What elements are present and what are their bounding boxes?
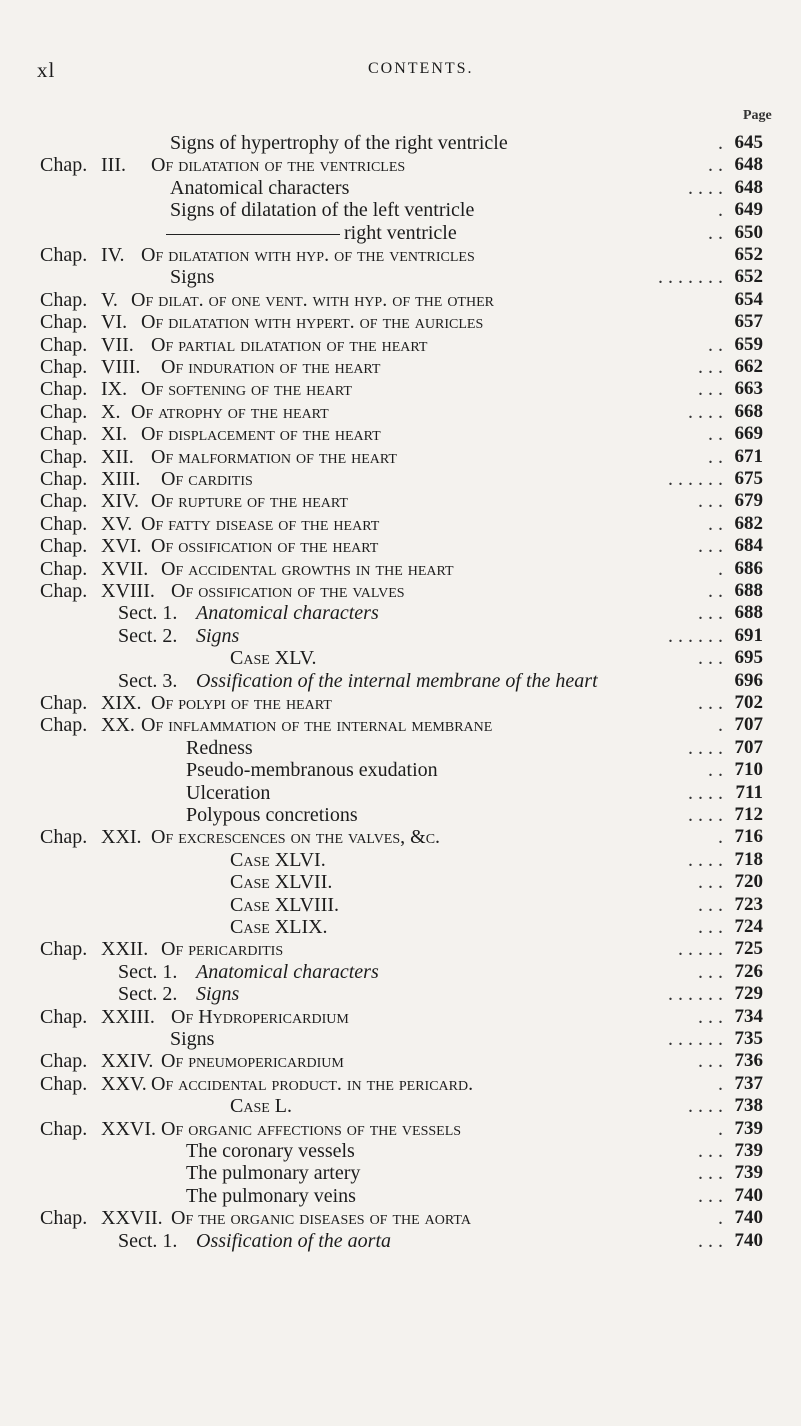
page-ref: 663: [734, 378, 763, 399]
chapter-label: Chap.: [40, 692, 88, 714]
page-ref: 691: [734, 625, 763, 646]
page-ref: 711: [735, 782, 763, 803]
page-ref: 671: [734, 446, 763, 467]
entry-title: Of dilatation with hyp. of the ventricles: [141, 244, 475, 266]
page-ref: 723: [734, 894, 763, 915]
page-ref: 734: [734, 1006, 763, 1027]
entry-title: Signs: [170, 266, 215, 288]
page-ref: 726: [734, 961, 763, 982]
entry-title: Ulceration: [186, 782, 271, 804]
toc-entry: [0, 445, 801, 469]
chapter-label: Chap.: [40, 1118, 88, 1140]
leader-dots: . .: [708, 334, 723, 356]
toc-entry: [0, 781, 801, 805]
entry-title: Of softening of the heart: [141, 378, 352, 400]
page-ref: 729: [734, 983, 763, 1004]
chapter-label: Chap.: [40, 378, 88, 400]
leader-dots: . . .: [698, 916, 723, 938]
chapter-label: Chap.: [40, 1073, 88, 1095]
page-ref: 737: [734, 1073, 763, 1094]
running-title: CONTENTS.: [368, 60, 474, 77]
ditto-rule: [166, 234, 340, 235]
page-ref: 688: [734, 580, 763, 601]
toc-entry: [0, 937, 801, 961]
page-ref: 669: [734, 423, 763, 444]
entry-number: XXII.: [101, 938, 149, 960]
entry-title: Case XLVI.: [230, 849, 326, 871]
chapter-label: Chap.: [40, 1207, 88, 1229]
page-ref: 648: [734, 177, 763, 198]
leader-dots: . .: [708, 759, 723, 781]
entry-number: Sect. 1.: [118, 961, 178, 983]
entry-title: Ossification of the aorta: [196, 1230, 391, 1252]
leader-dots: . . . . . .: [668, 468, 723, 490]
toc-entry: [0, 467, 801, 491]
leader-dots: . . .: [698, 1230, 723, 1252]
entry-number: Sect. 1.: [118, 1230, 178, 1252]
toc-entry: [0, 870, 801, 894]
entry-title: Of displacement of the heart: [141, 423, 381, 445]
toc-entry: [0, 1184, 801, 1208]
entry-number: VI.: [101, 311, 128, 333]
toc-entry: [0, 512, 801, 536]
page-ref: 720: [734, 871, 763, 892]
toc-entry: [0, 982, 801, 1006]
leader-dots: .: [718, 1118, 723, 1140]
toc-entry: [0, 579, 801, 603]
chapter-label: Chap.: [40, 289, 88, 311]
chapter-label: Chap.: [40, 1006, 88, 1028]
chapter-label: Chap.: [40, 244, 88, 266]
entry-title: Case L.: [230, 1095, 293, 1117]
toc-entry: [0, 153, 801, 177]
entry-title: Signs: [170, 1028, 215, 1050]
entry-title: Of polypi of the heart: [151, 692, 332, 714]
toc-entry: [0, 333, 801, 357]
page-number: xl: [37, 58, 56, 82]
page-ref: 735: [734, 1028, 763, 1049]
page-ref: 739: [734, 1140, 763, 1161]
entry-number: XIX.: [101, 692, 142, 714]
entry-title: Anatomical characters: [170, 177, 350, 199]
entry-title: Polypous concretions: [186, 804, 358, 826]
entry-number: XII.: [101, 446, 134, 468]
page-ref: 657: [734, 311, 763, 332]
chapter-label: Chap.: [40, 580, 88, 602]
chapter-label: Chap.: [40, 334, 88, 356]
toc-entry: [0, 534, 801, 558]
entry-title: Of dilat. of one vent. with hyp. of the other: [131, 289, 494, 311]
entry-number: X.: [101, 401, 121, 423]
leader-dots: . .: [708, 580, 723, 602]
toc-entry: [0, 825, 801, 849]
entry-number: IV.: [101, 244, 125, 266]
page-ref: 739: [734, 1118, 763, 1139]
toc-entry: [0, 803, 801, 827]
leader-dots: . . .: [698, 1140, 723, 1162]
page-ref: 725: [734, 938, 763, 959]
entry-number: XXVII.: [101, 1207, 163, 1229]
page-ref: 696: [734, 670, 763, 691]
toc-entry: [0, 422, 801, 446]
toc-entry: [0, 915, 801, 939]
leader-dots: . .: [708, 222, 723, 244]
entry-title: Of the organic diseases of the aorta: [171, 1207, 471, 1229]
chapter-label: Chap.: [40, 490, 88, 512]
leader-dots: . . . . . . .: [658, 266, 723, 288]
entry-title: Signs of hypertrophy of the right ventricle: [170, 132, 508, 154]
leader-dots: . . . .: [688, 804, 723, 826]
toc-entry: [0, 624, 801, 648]
chapter-label: Chap.: [40, 311, 88, 333]
leader-dots: . . . .: [688, 1095, 723, 1117]
entry-title: Of excrescences on the valves, &c.: [151, 826, 441, 848]
leader-dots: .: [718, 558, 723, 580]
leader-dots: . . .: [698, 378, 723, 400]
leader-dots: . .: [708, 446, 723, 468]
page-ref: 675: [734, 468, 763, 489]
toc-entry: [0, 1139, 801, 1163]
leader-dots: .: [718, 199, 723, 221]
leader-dots: . . .: [698, 1185, 723, 1207]
entry-title: Case XLVIII.: [230, 894, 340, 916]
leader-dots: . . .: [698, 961, 723, 983]
chapter-label: Chap.: [40, 714, 88, 736]
entry-title: Case XLVII.: [230, 871, 333, 893]
page-ref: 740: [734, 1207, 763, 1228]
page-ref: 679: [734, 490, 763, 511]
toc-entry: [0, 288, 801, 312]
toc-entry: [0, 221, 801, 245]
entry-title: Of dilatation of the ventricles: [151, 154, 406, 176]
page-ref: 738: [734, 1095, 763, 1116]
page-ref: 736: [734, 1050, 763, 1071]
page-ref: 740: [734, 1185, 763, 1206]
entry-title: Of pericarditis: [161, 938, 284, 960]
leader-dots: . . . . . .: [668, 1028, 723, 1050]
page-ref: 707: [734, 737, 763, 758]
toc-entry: [0, 893, 801, 917]
toc-entry: [0, 960, 801, 984]
toc-entry: [0, 557, 801, 581]
entry-title: Of carditis: [161, 468, 253, 490]
leader-dots: . . .: [698, 1162, 723, 1184]
leader-dots: .: [718, 826, 723, 848]
leader-dots: .: [718, 1073, 723, 1095]
entry-title: Signs of dilatation of the left ventricle: [170, 199, 475, 221]
entry-number: XXV.: [101, 1073, 147, 1095]
leader-dots: . . .: [698, 894, 723, 916]
toc-entry: [0, 310, 801, 334]
page-ref: 652: [734, 266, 763, 287]
chapter-label: Chap.: [40, 558, 88, 580]
chapter-label: Chap.: [40, 154, 88, 176]
page-ref: 652: [734, 244, 763, 265]
entry-title: Signs: [196, 625, 240, 647]
page-ref: 682: [734, 513, 763, 534]
entry-title: Of pneumopericardium: [161, 1050, 344, 1072]
toc-entry: [0, 265, 801, 289]
entry-title: Of Hydropericardium: [171, 1006, 349, 1028]
leader-dots: . . .: [698, 535, 723, 557]
entry-title: Redness: [186, 737, 253, 759]
toc-entry: [0, 1117, 801, 1141]
toc-entry: [0, 131, 801, 155]
page-ref: 654: [734, 289, 763, 310]
chapter-label: Chap.: [40, 1050, 88, 1072]
toc-entry: [0, 1072, 801, 1096]
leader-dots: . . .: [698, 490, 723, 512]
page-ref: 645: [734, 132, 763, 153]
page-ref: 710: [734, 759, 763, 780]
toc-entry: [0, 1229, 801, 1253]
entry-number: VII.: [101, 334, 134, 356]
entry-title: Anatomical characters: [196, 602, 379, 624]
entry-title: Of organic affections of the vessels: [161, 1118, 462, 1140]
entry-number: XVII.: [101, 558, 149, 580]
entry-title: The pulmonary veins: [186, 1185, 356, 1207]
toc-entry: [0, 1049, 801, 1073]
page-ref: 662: [734, 356, 763, 377]
page-ref: 707: [734, 714, 763, 735]
toc-entry: [0, 1206, 801, 1230]
entry-number: XXVI.: [101, 1118, 156, 1140]
leader-dots: . . . .: [688, 737, 723, 759]
page-ref: 688: [734, 602, 763, 623]
page-ref: 695: [734, 647, 763, 668]
page-ref: 650: [734, 222, 763, 243]
leader-dots: . .: [708, 154, 723, 176]
toc-entry: [0, 176, 801, 200]
leader-dots: . .: [708, 513, 723, 535]
toc-entry: [0, 198, 801, 222]
page-ref: 649: [734, 199, 763, 220]
leader-dots: .: [718, 1207, 723, 1229]
toc-entry: [0, 1005, 801, 1029]
entry-title: Of accidental growths in the heart: [161, 558, 454, 580]
entry-number: XI.: [101, 423, 128, 445]
leader-dots: . . .: [698, 647, 723, 669]
entry-number: XXIII.: [101, 1006, 155, 1028]
entry-title: Case XLIX.: [230, 916, 328, 938]
toc-entry: [0, 646, 801, 670]
page-ref: 648: [734, 154, 763, 175]
toc-entry: [0, 669, 801, 693]
toc-entry: [0, 489, 801, 513]
entry-number: XIV.: [101, 490, 139, 512]
entry-title: Of atrophy of the heart: [131, 401, 329, 423]
chapter-label: Chap.: [40, 356, 88, 378]
entry-number: XXIV.: [101, 1050, 154, 1072]
chapter-label: Chap.: [40, 513, 88, 535]
entry-title: Of fatty disease of the heart: [141, 513, 380, 535]
leader-dots: . . .: [698, 692, 723, 714]
entry-title: Anatomical characters: [196, 961, 379, 983]
page-ref: 716: [734, 826, 763, 847]
chapter-label: Chap.: [40, 401, 88, 423]
entry-title-text: right ventricle: [344, 222, 457, 244]
leader-dots: .: [718, 714, 723, 736]
entry-title: Of dilatation with hypert. of the auricles: [141, 311, 484, 333]
entry-number: III.: [101, 154, 126, 176]
page-ref: 659: [734, 334, 763, 355]
page-ref: 712: [734, 804, 763, 825]
entry-number: XVI.: [101, 535, 142, 557]
entry-title: Of induration of the heart: [161, 356, 381, 378]
page-ref: 740: [734, 1230, 763, 1251]
entry-number: Sect. 2.: [118, 625, 178, 647]
entry-title: Signs: [196, 983, 240, 1005]
entry-title: Of ossification of the valves: [171, 580, 405, 602]
entry-title: Case XLV.: [230, 647, 317, 669]
entry-title: The coronary vessels: [186, 1140, 355, 1162]
toc-entry: [0, 355, 801, 379]
leader-dots: . . . . . .: [668, 983, 723, 1005]
page-ref: 739: [734, 1162, 763, 1183]
entry-title: Pseudo-membranous exudation: [186, 759, 438, 781]
leader-dots: . . .: [698, 1050, 723, 1072]
chapter-label: Chap.: [40, 826, 88, 848]
page-column-heading: Page: [743, 108, 772, 123]
leader-dots: . . . .: [688, 849, 723, 871]
toc-entry: [0, 1027, 801, 1051]
entry-number: Sect. 1.: [118, 602, 178, 624]
entry-number: XV.: [101, 513, 133, 535]
toc-entry: [0, 691, 801, 715]
toc-entry: [0, 736, 801, 760]
entry-title: Ossification of the internal membrane of the heart: [196, 670, 598, 692]
page-ref: 718: [734, 849, 763, 870]
entry-title: [166, 221, 457, 245]
leader-dots: . .: [708, 423, 723, 445]
entry-title: The pulmonary artery: [186, 1162, 361, 1184]
page-ref: 724: [734, 916, 763, 937]
leader-dots: . . . .: [688, 782, 723, 804]
toc-entry: [0, 601, 801, 625]
toc-entry: [0, 243, 801, 267]
entry-number: IX.: [101, 378, 128, 400]
leader-dots: . . . . . .: [668, 625, 723, 647]
chapter-label: Chap.: [40, 535, 88, 557]
chapter-label: Chap.: [40, 468, 88, 490]
chapter-label: Chap.: [40, 446, 88, 468]
entry-title: Of ossification of the heart: [151, 535, 379, 557]
toc-entry: [0, 713, 801, 737]
entry-number: XIII.: [101, 468, 141, 490]
page-ref: 686: [734, 558, 763, 579]
leader-dots: . . .: [698, 871, 723, 893]
page-ref: 684: [734, 535, 763, 556]
entry-number: V.: [101, 289, 118, 311]
leader-dots: . . . .: [688, 177, 723, 199]
entry-number: Sect. 3.: [118, 670, 178, 692]
entry-title: Of inflammation of the internal membrane: [141, 714, 493, 736]
leader-dots: . . . . .: [678, 938, 723, 960]
entry-title: Of accidental product. in the pericard.: [151, 1073, 474, 1095]
toc-entry: [0, 848, 801, 872]
leader-dots: .: [718, 132, 723, 154]
entry-title: Of partial dilatation of the heart: [151, 334, 428, 356]
leader-dots: . . .: [698, 356, 723, 378]
entry-number: Sect. 2.: [118, 983, 178, 1005]
leader-dots: . . . .: [688, 401, 723, 423]
toc-entry: [0, 400, 801, 424]
chapter-label: Chap.: [40, 938, 88, 960]
toc-entry: [0, 377, 801, 401]
leader-dots: . . .: [698, 1006, 723, 1028]
chapter-label: Chap.: [40, 423, 88, 445]
toc-entry: [0, 1094, 801, 1118]
page-ref: 702: [734, 692, 763, 713]
entry-number: XVIII.: [101, 580, 155, 602]
entry-title: Of rupture of the heart: [151, 490, 348, 512]
entry-number: XX.: [101, 714, 135, 736]
entry-number: VIII.: [101, 356, 141, 378]
leader-dots: . . .: [698, 602, 723, 624]
toc-entry: [0, 1161, 801, 1185]
entry-number: XXI.: [101, 826, 142, 848]
entry-title: Of malformation of the heart: [151, 446, 397, 468]
toc-entry: [0, 758, 801, 782]
page-ref: 668: [734, 401, 763, 422]
